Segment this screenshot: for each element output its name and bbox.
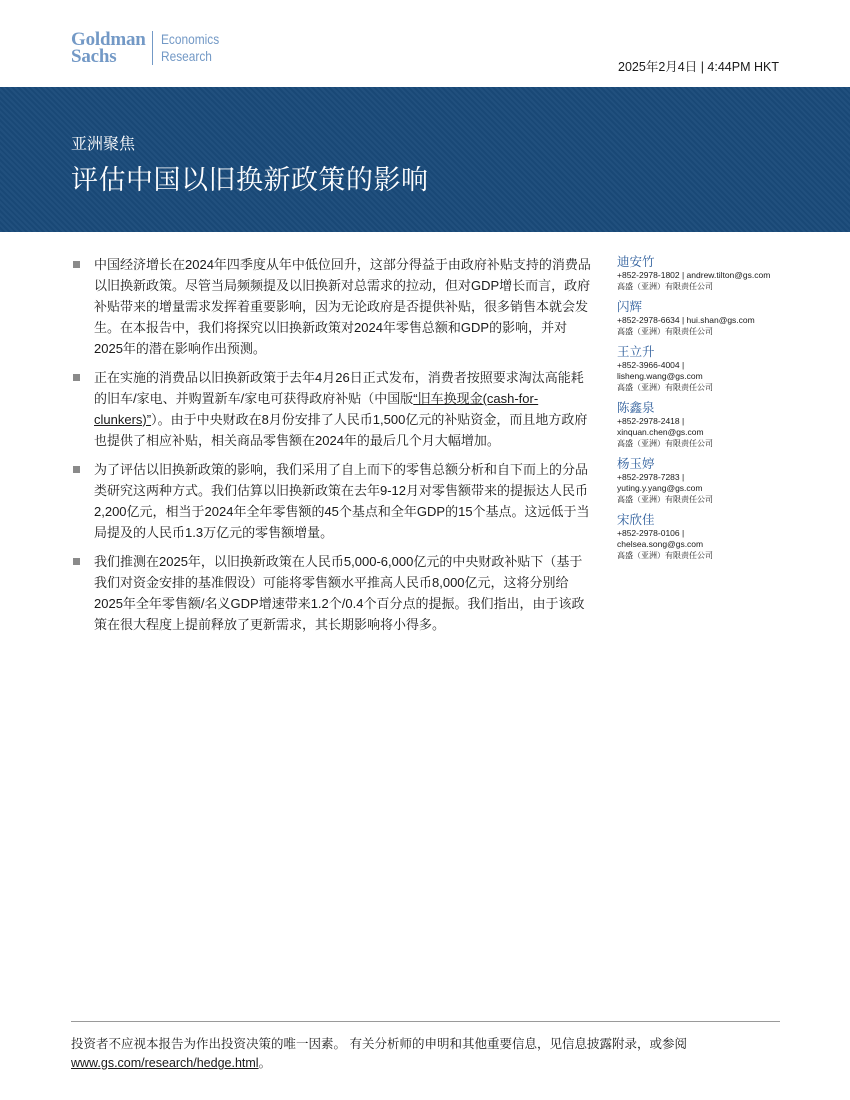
analyst-email[interactable]: chelsea.song@gs.com xyxy=(617,539,704,549)
analyst-card xyxy=(617,400,787,449)
logo-economics-text: Economics xyxy=(160,31,219,47)
analyst-contact: +852-2978-1802 | andrew.tilton@gs.com xyxy=(617,270,771,280)
disclosure-footer xyxy=(71,1035,780,1073)
square-bullet-icon xyxy=(73,374,80,381)
bullet-text: 中国经济增长在2024年四季度从年中低位回升，这部分得益于由政府补贴支持的消费品以旧换新政策。尽管当局频频提及以旧换新对总需求的拉动，但对GDP增长而言，政府补贴带来的增量需求发挥着重要影响，因为无论政府是否提供补贴，很多销售本就会发生。在本报告中，我们将探究以旧换新政策对2024年零售总额和GDP的影响，并对2025年的潜在影响作出预测。 xyxy=(94,257,591,356)
analyst-firm: 高盛（亚洲）有限责任公司 xyxy=(617,495,713,504)
report-timestamp: 2025年2月4日 | 4:44PM HKT xyxy=(618,60,779,74)
logo-economics-research xyxy=(161,31,219,65)
analyst-name[interactable]: 闪辉 xyxy=(617,300,643,314)
logo-goldman-text: Goldman xyxy=(71,29,146,50)
analyst-email[interactable]: xinquan.chen@gs.com xyxy=(617,427,704,437)
analyst-name[interactable]: 迪安竹 xyxy=(617,255,655,269)
analyst-card xyxy=(617,299,787,337)
report-title: 评估中国以旧换新政策的影响 xyxy=(71,165,429,195)
bullet-item xyxy=(71,551,591,635)
analyst-firm: 高盛（亚洲）有限责任公司 xyxy=(617,439,713,448)
analyst-phone: +852-2978-7283 | xyxy=(617,472,685,482)
cash-for-clunkers-link[interactable]: “旧车换现金(cash-for-clunkers)” xyxy=(94,391,539,427)
bullet-text: ）。由于中央财政在8月份安排了人民币1,500亿元的补贴资金，而且地方政府也提供了相应补贴，相关商品零售额在2024年的最后几个月大幅增加。 xyxy=(94,412,588,448)
analyst-contact: +852-2978-6634 | hui.shan@gs.com xyxy=(617,315,755,325)
analyst-card xyxy=(617,512,787,561)
disclosure-text: 投资者不应视本报告为作出投资决策的唯一因素。 有关分析师的申明和其他重要信息，见信息披露附录，或参阅 xyxy=(71,1037,687,1051)
analyst-email[interactable]: yuting.y.yang@gs.com xyxy=(617,483,703,493)
analyst-name[interactable]: 王立升 xyxy=(617,345,655,359)
analyst-phone: +852-2978-0106 | xyxy=(617,528,685,538)
logo-wordmark xyxy=(71,31,146,65)
analyst-list xyxy=(617,254,787,568)
logo-sachs-text: Sachs xyxy=(71,46,117,67)
analyst-firm: 高盛（亚洲）有限责任公司 xyxy=(617,383,713,392)
square-bullet-icon xyxy=(73,261,80,268)
analyst-card xyxy=(617,456,787,505)
analyst-name[interactable]: 杨玉婷 xyxy=(617,457,655,471)
analyst-firm: 高盛（亚洲）有限责任公司 xyxy=(617,327,713,336)
goldman-sachs-logo xyxy=(71,31,229,65)
square-bullet-icon xyxy=(73,558,80,565)
analyst-firm: 高盛（亚洲）有限责任公司 xyxy=(617,282,713,291)
bullet-item xyxy=(71,254,591,359)
analyst-card xyxy=(617,254,787,292)
analyst-phone: +852-2978-2418 | xyxy=(617,416,685,426)
analyst-email[interactable]: lisheng.wang@gs.com xyxy=(617,371,703,381)
disclosure-end: 。 xyxy=(258,1056,272,1070)
bullet-text: 正在实施的消费品以旧换新政策于去年4月26日正式发布，消费者按照要求淘汰高能耗的旧车/家电、并购置新车/家电可获得政府补贴（中国版 xyxy=(94,370,584,406)
key-points xyxy=(71,254,591,643)
logo-research-text: Research xyxy=(160,48,212,64)
analyst-firm: 高盛（亚洲）有限责任公司 xyxy=(617,551,713,560)
bullet-text: 我们推测在2025年，以旧换新政策在人民币5,000-6,000亿元的中央财政补贴下（基于我们对资金安排的基准假设）可能将零售额水平推高人民币8,000亿元，这将分别给2025年全年零售额/名义GDP增速带来1.2个/0.4个百分点的提振。我们指出，由于该政策在很大程度上提前释放了更新需求，其长期影响将小得多。 xyxy=(94,554,585,632)
analyst-card xyxy=(617,344,787,393)
disclosure-link[interactable]: www.gs.com/research/hedge.html xyxy=(71,1056,259,1070)
analyst-name[interactable]: 陈鑫泉 xyxy=(617,401,655,415)
footer-divider xyxy=(71,1021,780,1022)
bullet-item xyxy=(71,459,591,543)
series-subtitle: 亚洲聚焦 xyxy=(71,136,136,153)
analyst-name[interactable]: 宋欣佳 xyxy=(617,513,655,527)
analyst-phone: +852-3966-4004 | xyxy=(617,360,685,370)
bullet-item xyxy=(71,367,591,451)
title-banner xyxy=(0,87,850,232)
bullet-text: 为了评估以旧换新政策的影响，我们采用了自上而下的零售总额分析和自下而上的分品类研究这两种方式。我们估算以旧换新政策在去年9-12月对零售额带来的提振达人民币2,200亿元，相当于2024年全年零售额的45个基点和全年GDP的15个基点。这远低于当局提及的人民币1.3万亿元的零售额增量。 xyxy=(94,462,590,540)
logo-divider xyxy=(152,31,153,65)
square-bullet-icon xyxy=(73,466,80,473)
